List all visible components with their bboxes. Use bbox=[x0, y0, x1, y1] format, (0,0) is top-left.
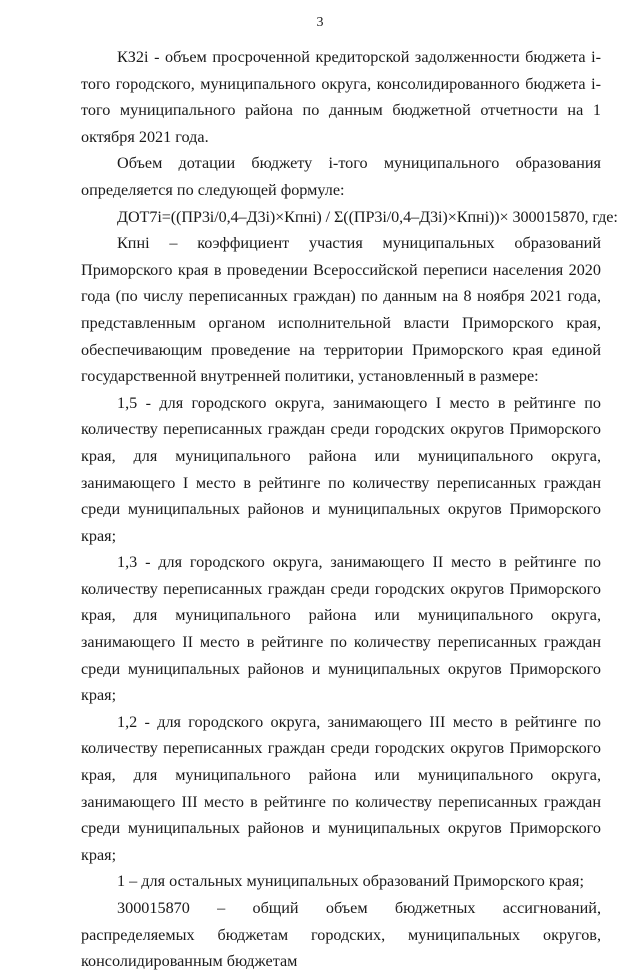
paragraph-total-allocation: 300015870 – общий объем бюджетных ассигнований, распределяемых бюджетам городских, муниципальных округов, консолидированным бюджетам bbox=[81, 899, 601, 971]
paragraph-kpni-definition: Кпнi – коэффициент участия муниципальных образований Приморского края в проведении Всероссийской переписи населения 2020 года (по числу переписанных граждан) по данным на 8 ноября 2021 года, представленным органом исполнительной власти Приморского края, обеспечивающим проведение на территории Приморского края единой государственной внутренней политики, установленный в размере: bbox=[81, 234, 601, 386]
paragraph-coefficient-1-3: 1,3 - для городского округа, занимающего II место в рейтинге по количеству переписанных граждан среди городских округов Приморского края, для муниципального района или муниципального округа, занимающего II место в рейтинге по количеству переписанных граждан среди муниципальных районов и муниципальных округов Приморского края; bbox=[81, 553, 601, 705]
page-number: 3 bbox=[316, 15, 324, 30]
paragraph-coefficient-1-2: 1,2 - для городского округа, занимающего III место в рейтинге по количеству переписанных граждан среди городских округов Приморского края, для муниципального района или муниципального округа, занимающего III место в рейтинге по количеству переписанных граждан среди муниципальных районов и муниципальных округов Приморского края; bbox=[81, 712, 601, 864]
paragraph-coefficient-1-5: 1,5 - для городского округа, занимающего I место в рейтинге по количеству переписанных граждан среди городских округов Приморского края, для муниципального района или муниципального округа, занимающего I место в рейтинге по количеству переписанных граждан среди муниципальных районов и муниципальных округов Приморского края; bbox=[81, 393, 601, 545]
paragraph-coefficient-1: 1 – для остальных муниципальных образований Приморского края; bbox=[117, 872, 584, 891]
formula-dot7i: ДОТ7i=((ПР3i/0,4–Д3i)×Кпнi) / Σ((ПР3i/0,4–Д3i)×Кпнi))× 300015870, где: bbox=[117, 207, 618, 226]
paragraph-formula-intro: Объем дотации бюджету i-того муниципального образования определяется по следующей формуле: bbox=[81, 154, 601, 199]
paragraph-kz2i-definition: КЗ2i - объем просроченной кредиторской задолженности бюджета i-того городского, муниципального округа, консолидированного бюджета i-того муниципального района по данным бюджетной отчетности на 1 октября 2021 года. bbox=[81, 48, 601, 146]
document-body bbox=[81, 44, 618, 975]
